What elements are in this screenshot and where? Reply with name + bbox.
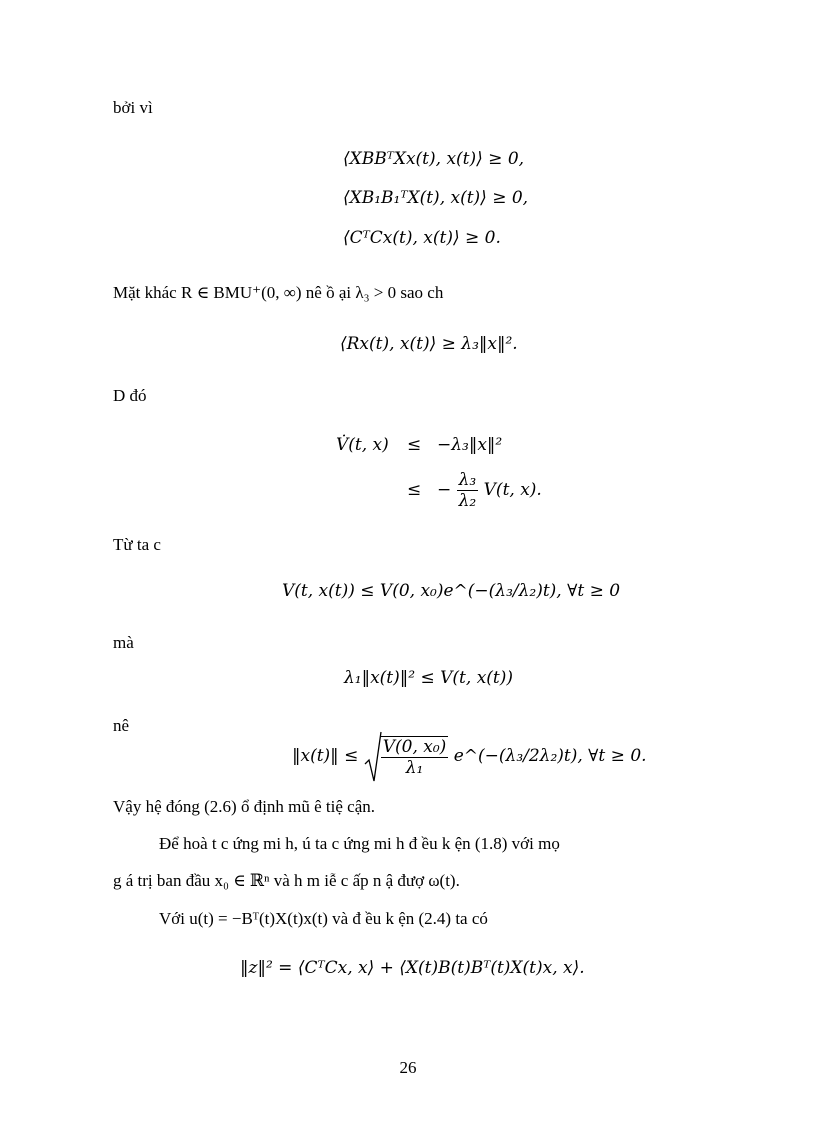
equation: ⟨XBBᵀXx(t), x(t)⟩ ≥ 0,	[343, 149, 525, 169]
equation-rhs	[437, 465, 542, 515]
equation-rhs: −λ₃‖x‖²	[437, 435, 503, 455]
text-line: bởi vì	[113, 98, 153, 117]
text-line: Để hoà t c ứng mi h, ú ta c ứng mi h đ ều k ện (1.8) với mọ	[159, 834, 560, 853]
equation	[292, 726, 647, 787]
equation-tail: e^(−(λ₃/2λ₂)t), ∀t ≥ 0.	[453, 746, 647, 766]
equation: ⟨CᵀCx(t), x(t)⟩ ≥ 0.	[343, 228, 501, 248]
square-root	[364, 727, 449, 787]
equation: ‖z‖² = ⟨CᵀCx, x⟩ + ⟨X(t)B(t)Bᵀ(t)X(t)x, x⟩.	[240, 958, 585, 978]
equation-lhs: ‖x(t)‖ ≤	[292, 746, 359, 766]
equation-lhs: V̇(t, x)	[336, 435, 389, 455]
equation-tail: V(t, x).	[483, 480, 542, 500]
equation-relation: ≤	[407, 435, 422, 455]
fraction	[381, 736, 449, 778]
text-line: g á trị ban đầu x₀ ∈ ℝⁿ và h m iễ c ấp n ậ đượ ω(t).	[113, 871, 460, 890]
equation: λ₁‖x(t)‖² ≤ V(t, x(t))	[344, 668, 514, 688]
fraction-numerator: V(0, x₀)	[382, 737, 447, 757]
fraction	[457, 470, 479, 511]
text-line: Vậy hệ đóng (2.6) ổ định mũ ê tiệ cận.	[113, 797, 376, 816]
equation-relation: ≤	[407, 480, 422, 500]
text-line: Mặt khác R ∈ BMU⁺(0, ∞) nê ồ ại λ₃ > 0 sao ch	[113, 283, 444, 302]
page-number: 26	[399, 1058, 417, 1077]
radical-sign-icon	[364, 730, 382, 784]
text-line: mà	[113, 633, 134, 652]
equation: ⟨Rx(t), x(t)⟩ ≥ λ₃‖x‖².	[340, 334, 518, 354]
equation: ⟨XB₁B₁ᵀX(t), x(t)⟩ ≥ 0,	[343, 188, 529, 208]
fraction-denominator: λ₂	[458, 491, 477, 511]
text-line: Từ ta c	[113, 535, 161, 554]
minus-sign: −	[437, 480, 452, 500]
text-line: Với u(t) = −Bᵀ(t)X(t)x(t) và đ ều k ện (2.4) ta có	[159, 909, 488, 928]
text-line: nê	[113, 716, 130, 735]
fraction-denominator: λ₁	[405, 758, 424, 778]
text-line: D đó	[113, 386, 147, 405]
equation: V(t, x(t)) ≤ V(0, x₀)e^(−(λ₃/λ₂)t), ∀t ≥ 0	[282, 581, 621, 601]
fraction-numerator: λ₃	[458, 470, 477, 490]
